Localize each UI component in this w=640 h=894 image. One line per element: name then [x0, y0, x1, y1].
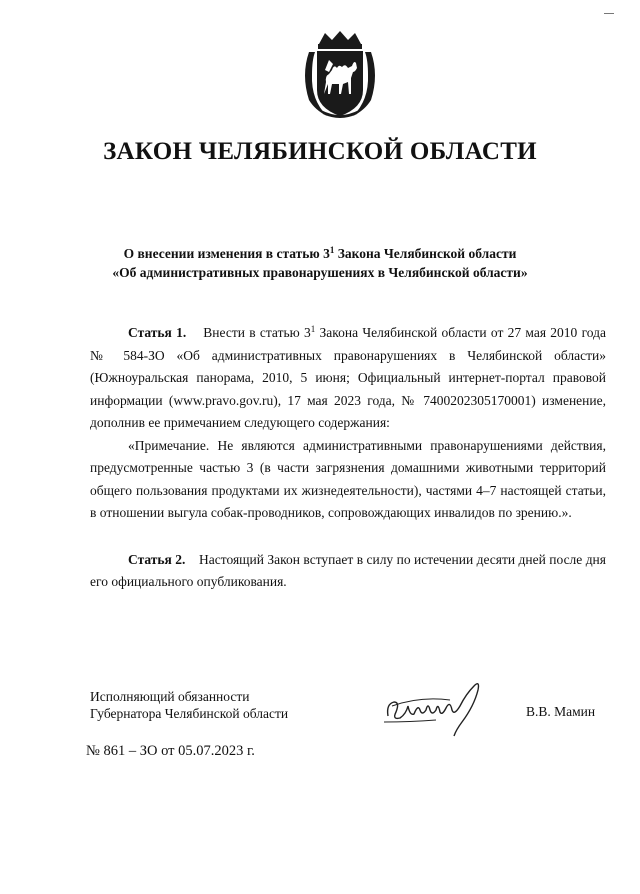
law-body	[90, 322, 606, 594]
position-line-1: Исполняющий обязанности	[90, 689, 250, 704]
article-2-paragraph	[90, 549, 606, 594]
law-subtitle	[0, 244, 640, 282]
article-1-superscript: 1	[310, 324, 316, 334]
article-2-text: Настоящий Закон вступает в силу по истечении десяти дней после дня его официального опубликования.	[90, 551, 606, 589]
article-1-text-b: Закона Челябинской области от 27 мая 2010 года № 584-ЗО «Об административных правонарушениях в Челябинской области» (Южноуральская панорама, 2010, 5 июня; Официальный интернет-портал правовой информации (www.pravo.gov.ru), 17 мая 2023 года, № 7400202305170001) изменение, дополнив ее примечанием следующего содержания:	[90, 325, 606, 430]
article-1-paragraph	[90, 322, 606, 435]
article-1-note: «Примечание. Не являются административными правонарушениями действия, предусмотренные частью 3 (в части загрязнения домашними животными территорий общего пользования продуктами их жизнедеятельности), частями 4–7 настоящей статьи, в отношении выгула собак-проводников, сопровождающих инвалидов по зрению.».	[90, 437, 606, 520]
law-number-date: № 861 – ЗО от 05.07.2023 г.	[86, 743, 255, 759]
spacer	[90, 525, 606, 549]
scan-mark	[604, 13, 614, 14]
subtitle-line-2: «Об административных правонарушениях в Челябинской области»	[112, 265, 528, 280]
article-1-label: Статья 1.	[128, 325, 187, 340]
subtitle-text-b: Закона Челябинской области	[334, 246, 517, 261]
subtitle-superscript: 1	[329, 245, 335, 255]
coat-of-arms-icon	[299, 30, 381, 120]
article-1-text-a: Внести в статью 3	[186, 325, 311, 340]
law-title: ЗАКОН ЧЕЛЯБИНСКОЙ ОБЛАСТИ	[103, 138, 537, 165]
subtitle-line-1	[0, 244, 640, 263]
position-line-2: Губернатора Челябинской области	[90, 706, 289, 721]
handwritten-signature	[380, 676, 500, 738]
article-2-label: Статья 2.	[128, 551, 186, 567]
signer-name: В.В. Мамин	[526, 704, 596, 719]
subtitle-text-a: О внесении изменения в статью 3	[123, 246, 330, 261]
signatory-position	[90, 688, 288, 722]
